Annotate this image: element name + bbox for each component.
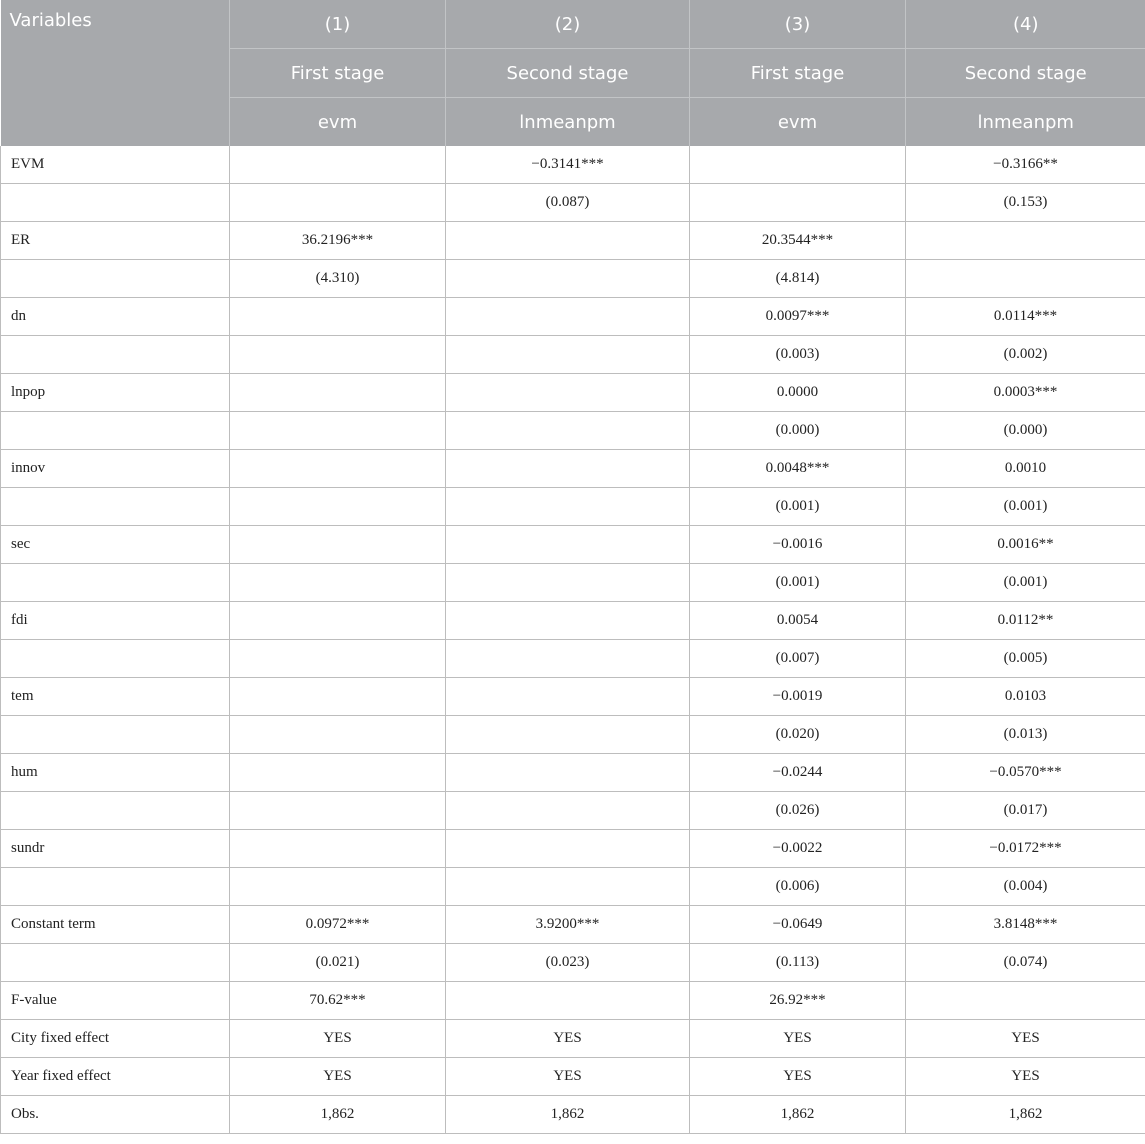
table-row <box>1 1020 1145 1058</box>
cell-column-1: (0.021) <box>230 944 446 982</box>
cell-column-2 <box>446 564 690 602</box>
cell-column-1 <box>230 792 446 830</box>
cell-column-2 <box>446 222 690 260</box>
cell-column-1: 1,862 <box>230 1096 446 1134</box>
cell-column-4: 0.0016** <box>906 526 1145 564</box>
cell-column-1: (4.310) <box>230 260 446 298</box>
cell-column-2 <box>446 830 690 868</box>
cell-column-3: 0.0048*** <box>690 450 906 488</box>
table-row <box>1 450 1145 488</box>
table-row <box>1 982 1145 1020</box>
cell-column-1: 36.2196*** <box>230 222 446 260</box>
row-label: Obs. <box>1 1096 230 1134</box>
row-label <box>1 488 230 526</box>
cell-column-3: 0.0097*** <box>690 298 906 336</box>
row-label <box>1 716 230 754</box>
cell-column-4: (0.001) <box>906 488 1145 526</box>
cell-column-4: YES <box>906 1020 1145 1058</box>
cell-column-3: (0.113) <box>690 944 906 982</box>
cell-column-3: 20.3544*** <box>690 222 906 260</box>
row-label: Constant term <box>1 906 230 944</box>
cell-column-2: 3.9200*** <box>446 906 690 944</box>
cell-column-1 <box>230 526 446 564</box>
cell-column-1 <box>230 716 446 754</box>
cell-column-1 <box>230 868 446 906</box>
cell-column-4: YES <box>906 1058 1145 1096</box>
cell-column-3: (0.000) <box>690 412 906 450</box>
cell-column-1: 70.62*** <box>230 982 446 1020</box>
table-body <box>1 146 1145 1134</box>
cell-column-1: YES <box>230 1020 446 1058</box>
cell-column-1 <box>230 412 446 450</box>
row-label: tem <box>1 678 230 716</box>
row-label: hum <box>1 754 230 792</box>
cell-column-1: YES <box>230 1058 446 1096</box>
cell-column-3 <box>690 184 906 222</box>
cell-column-3: −0.0649 <box>690 906 906 944</box>
cell-column-3: −0.0244 <box>690 754 906 792</box>
row-label <box>1 792 230 830</box>
column-dependent-variable-4: lnmeanpm <box>906 98 1145 147</box>
cell-column-1 <box>230 754 446 792</box>
cell-column-3: (0.001) <box>690 564 906 602</box>
cell-column-2: −0.3141*** <box>446 146 690 184</box>
cell-column-1 <box>230 488 446 526</box>
cell-column-4: (0.005) <box>906 640 1145 678</box>
cell-column-4: 0.0003*** <box>906 374 1145 412</box>
table-row <box>1 374 1145 412</box>
cell-column-4: −0.0172*** <box>906 830 1145 868</box>
cell-column-3: (0.007) <box>690 640 906 678</box>
table-row <box>1 640 1145 678</box>
cell-column-1 <box>230 374 446 412</box>
row-label: City fixed effect <box>1 1020 230 1058</box>
row-label: lnpop <box>1 374 230 412</box>
cell-column-4 <box>906 222 1145 260</box>
row-label: EVM <box>1 146 230 184</box>
cell-column-4: (0.000) <box>906 412 1145 450</box>
cell-column-2: (0.023) <box>446 944 690 982</box>
cell-column-2 <box>446 260 690 298</box>
cell-column-3: (0.003) <box>690 336 906 374</box>
cell-column-3: (0.006) <box>690 868 906 906</box>
cell-column-4: 0.0010 <box>906 450 1145 488</box>
column-number-3: (3) <box>690 0 906 49</box>
table-row <box>1 868 1145 906</box>
cell-column-4: 0.0103 <box>906 678 1145 716</box>
cell-column-4: (0.017) <box>906 792 1145 830</box>
cell-column-2 <box>446 298 690 336</box>
cell-column-3: −0.0016 <box>690 526 906 564</box>
row-label <box>1 336 230 374</box>
cell-column-2 <box>446 716 690 754</box>
column-stage-2: Second stage <box>446 49 690 98</box>
cell-column-2 <box>446 488 690 526</box>
table-row <box>1 260 1145 298</box>
row-label <box>1 412 230 450</box>
cell-column-4: (0.002) <box>906 336 1145 374</box>
cell-column-2: YES <box>446 1058 690 1096</box>
column-number-4: (4) <box>906 0 1145 49</box>
column-number-1: (1) <box>230 0 446 49</box>
cell-column-1 <box>230 602 446 640</box>
cell-column-4: (0.013) <box>906 716 1145 754</box>
row-label: sundr <box>1 830 230 868</box>
cell-column-2 <box>446 678 690 716</box>
row-label <box>1 944 230 982</box>
cell-column-1 <box>230 336 446 374</box>
cell-column-2 <box>446 868 690 906</box>
table-row <box>1 1096 1145 1134</box>
cell-column-3: (0.001) <box>690 488 906 526</box>
table-row <box>1 716 1145 754</box>
cell-column-4: (0.074) <box>906 944 1145 982</box>
cell-column-2: 1,862 <box>446 1096 690 1134</box>
column-dependent-variable-1: evm <box>230 98 446 147</box>
cell-column-4 <box>906 260 1145 298</box>
cell-column-3 <box>690 146 906 184</box>
row-label: fdi <box>1 602 230 640</box>
cell-column-4: (0.004) <box>906 868 1145 906</box>
row-label: Year fixed effect <box>1 1058 230 1096</box>
table-row <box>1 298 1145 336</box>
column-stage-4: Second stage <box>906 49 1145 98</box>
cell-column-1 <box>230 830 446 868</box>
table-row <box>1 602 1145 640</box>
cell-column-1 <box>230 184 446 222</box>
cell-column-2: (0.087) <box>446 184 690 222</box>
table-row <box>1 412 1145 450</box>
column-stage-3: First stage <box>690 49 906 98</box>
row-label: dn <box>1 298 230 336</box>
row-label: sec <box>1 526 230 564</box>
cell-column-3: −0.0022 <box>690 830 906 868</box>
table-row <box>1 678 1145 716</box>
cell-column-4: −0.3166** <box>906 146 1145 184</box>
row-label <box>1 564 230 602</box>
cell-column-3: (4.814) <box>690 260 906 298</box>
cell-column-2 <box>446 374 690 412</box>
table-row <box>1 792 1145 830</box>
cell-column-4: (0.153) <box>906 184 1145 222</box>
cell-column-4: 1,862 <box>906 1096 1145 1134</box>
column-stage-1: First stage <box>230 49 446 98</box>
table-row <box>1 146 1145 184</box>
table-row <box>1 488 1145 526</box>
cell-column-3: 0.0000 <box>690 374 906 412</box>
cell-column-2 <box>446 526 690 564</box>
cell-column-4: −0.0570*** <box>906 754 1145 792</box>
table-header <box>1 0 1145 146</box>
table-row <box>1 754 1145 792</box>
table-row <box>1 1058 1145 1096</box>
cell-column-3: −0.0019 <box>690 678 906 716</box>
row-label <box>1 260 230 298</box>
cell-column-2 <box>446 982 690 1020</box>
table-row <box>1 184 1145 222</box>
cell-column-2: YES <box>446 1020 690 1058</box>
cell-column-2 <box>446 450 690 488</box>
cell-column-2 <box>446 754 690 792</box>
cell-column-2 <box>446 602 690 640</box>
cell-column-1 <box>230 146 446 184</box>
cell-column-2 <box>446 412 690 450</box>
row-label <box>1 868 230 906</box>
row-label <box>1 640 230 678</box>
column-number-2: (2) <box>446 0 690 49</box>
cell-column-2 <box>446 336 690 374</box>
cell-column-3: (0.020) <box>690 716 906 754</box>
cell-column-3: YES <box>690 1020 906 1058</box>
cell-column-3: 0.0054 <box>690 602 906 640</box>
table-row <box>1 944 1145 982</box>
cell-column-3: 26.92*** <box>690 982 906 1020</box>
column-dependent-variable-3: evm <box>690 98 906 147</box>
cell-column-2 <box>446 792 690 830</box>
variables-header: Variables <box>1 0 230 146</box>
cell-column-4: 0.0114*** <box>906 298 1145 336</box>
header-row-column-numbers <box>1 0 1145 49</box>
column-dependent-variable-2: lnmeanpm <box>446 98 690 147</box>
table-row <box>1 526 1145 564</box>
cell-column-4: 0.0112** <box>906 602 1145 640</box>
cell-column-4 <box>906 982 1145 1020</box>
row-label <box>1 184 230 222</box>
cell-column-4: 3.8148*** <box>906 906 1145 944</box>
cell-column-1: 0.0972*** <box>230 906 446 944</box>
cell-column-1 <box>230 564 446 602</box>
table-row <box>1 906 1145 944</box>
cell-column-1 <box>230 678 446 716</box>
table-row <box>1 336 1145 374</box>
cell-column-2 <box>446 640 690 678</box>
cell-column-3: YES <box>690 1058 906 1096</box>
table-row <box>1 564 1145 602</box>
row-label: ER <box>1 222 230 260</box>
cell-column-1 <box>230 640 446 678</box>
cell-column-4: (0.001) <box>906 564 1145 602</box>
cell-column-3: 1,862 <box>690 1096 906 1134</box>
table-row <box>1 830 1145 868</box>
row-label: innov <box>1 450 230 488</box>
row-label: F-value <box>1 982 230 1020</box>
cell-column-1 <box>230 450 446 488</box>
cell-column-1 <box>230 298 446 336</box>
cell-column-3: (0.026) <box>690 792 906 830</box>
table-row <box>1 222 1145 260</box>
